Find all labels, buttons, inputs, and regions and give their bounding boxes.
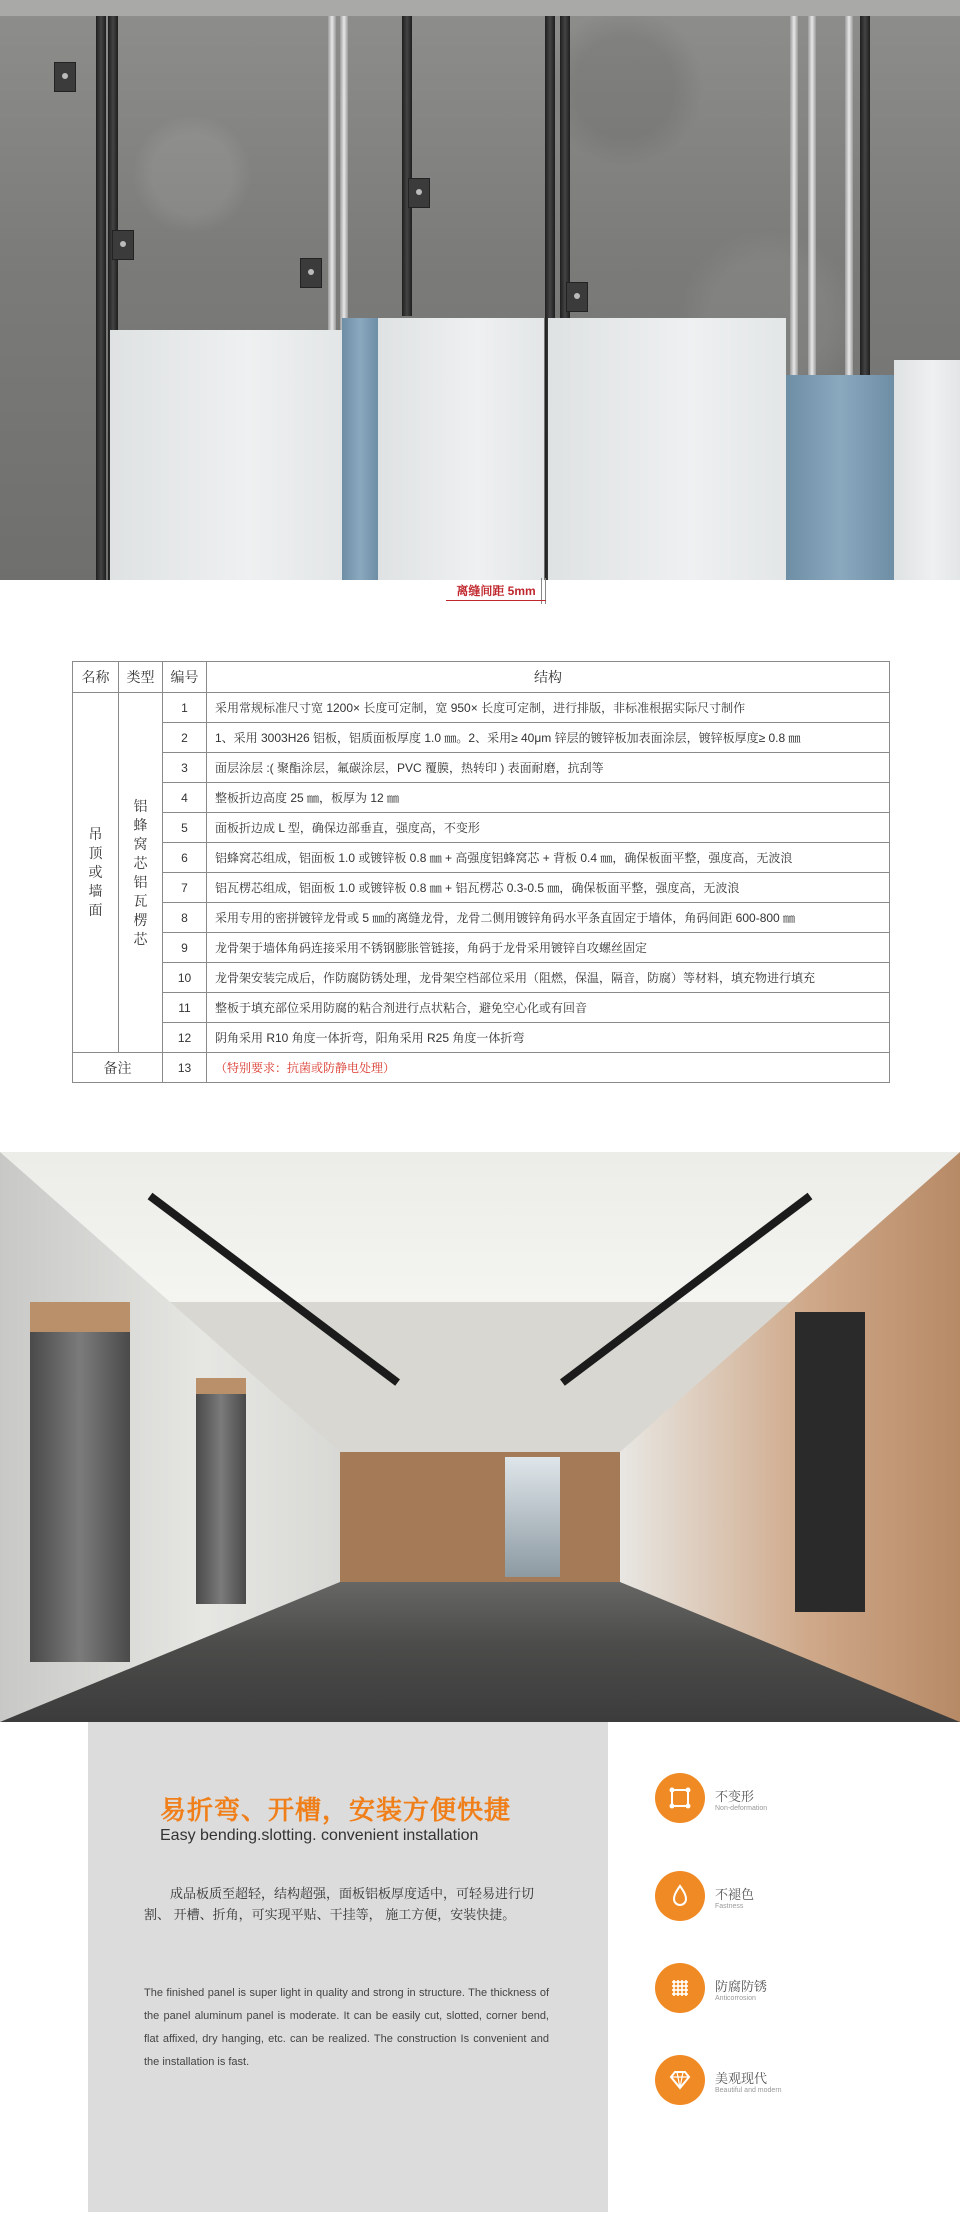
table-header-row — [73, 662, 890, 693]
lobby-photo — [0, 1152, 960, 1722]
feature-beautiful-modern — [655, 2055, 855, 2111]
floor-directory — [795, 1312, 865, 1612]
black-rail — [402, 16, 412, 316]
square-frame-icon — [655, 1773, 705, 1823]
mount-bracket — [112, 230, 134, 260]
wall-panel — [894, 360, 960, 580]
row-number: 3 — [163, 753, 207, 783]
mount-bracket — [566, 282, 588, 312]
remark-row — [73, 1053, 890, 1083]
row-number: 11 — [163, 993, 207, 1023]
row-number: 1 — [163, 693, 207, 723]
row-number: 2 — [163, 723, 207, 753]
row-number: 13 — [163, 1053, 207, 1083]
feature-label-en: Beautiful and modern — [715, 2087, 782, 2094]
ceiling-band — [0, 0, 960, 16]
window — [505, 1457, 560, 1577]
header-type: 类型 — [119, 662, 163, 693]
row-number: 6 — [163, 843, 207, 873]
feature-label-cn: 不褪色 — [715, 1887, 755, 1902]
mount-bracket — [54, 62, 76, 92]
structure-table — [72, 661, 890, 1083]
feature-non-deformation — [655, 1773, 855, 1829]
wall-panel — [110, 330, 342, 580]
row-description: 铝蜂窝芯组成，铝面板 1.0 或镀锌板 0.8 ㎜ + 高强度铝蜂窝芯 + 背板 0.4 ㎜，确保板面平整，强度高，无波浪 — [207, 843, 890, 873]
gap-label: 离缝间距 5mm — [446, 582, 546, 601]
elevator-header — [30, 1302, 130, 1332]
table-row — [73, 723, 890, 753]
mount-bracket — [408, 178, 430, 208]
table-row — [73, 933, 890, 963]
row-description: 采用专用的密拼镀锌龙骨或 5 ㎜的离缝龙骨，龙骨二侧用镀锌角码水平条直固定于墙体，角码间距 600-800 ㎜ — [207, 903, 890, 933]
row-number: 5 — [163, 813, 207, 843]
steel-rail — [790, 16, 798, 416]
row-description: 整板折边高度 25 ㎜，板厚为 12 ㎜ — [207, 783, 890, 813]
row-description: 阴角采用 R10 角度一体折弯，阳角采用 R25 角度一体折弯 — [207, 1023, 890, 1053]
name-cell: 吊顶或墙面 — [73, 693, 119, 1053]
table-row — [73, 963, 890, 993]
feature-label-en: Non-deformation — [715, 1805, 768, 1812]
row-number: 8 — [163, 903, 207, 933]
panel-corner-edge — [786, 375, 894, 580]
row-description: 采用常规标准尺寸宽 1200× 长度可定制，宽 950× 长度可定制，进行排版，非标准根据实际尺寸制作 — [207, 693, 890, 723]
feature-fastness — [655, 1871, 855, 1927]
feature-label-cn: 防腐防锈 — [715, 1979, 768, 1994]
table-row — [73, 843, 890, 873]
feature-label-cn: 美观现代 — [715, 2071, 768, 2086]
steel-rail — [328, 16, 336, 376]
elevator-header — [196, 1378, 246, 1394]
header-structure: 结构 — [207, 662, 890, 693]
feature-subtitle: Easy bending.slotting. convenient installation — [160, 1827, 479, 1844]
row-description: 龙骨架于墙体角码连接采用不锈钢膨胀管链接，角码于龙骨采用镀锌自攻螺丝固定 — [207, 933, 890, 963]
row-description: 面层涂层 :( 聚酯涂层，氟碳涂层，PVC 覆膜，热转印 ) 表面耐磨，抗刮等 — [207, 753, 890, 783]
feature-title: 易折弯、开槽，安装方便快捷 — [160, 1795, 512, 1825]
far-wall — [340, 1452, 620, 1582]
row-number: 7 — [163, 873, 207, 903]
table-row — [73, 873, 890, 903]
droplet-icon — [655, 1871, 705, 1921]
table-row — [73, 753, 890, 783]
installation-photo — [0, 0, 960, 580]
row-number: 12 — [163, 1023, 207, 1053]
table-row — [73, 783, 890, 813]
feature-label-cn: 不变形 — [715, 1789, 755, 1804]
table-row — [73, 813, 890, 843]
row-description: 面板折边成 L 型，确保边部垂直，强度高，不变形 — [207, 813, 890, 843]
remark-label: 备注 — [73, 1053, 163, 1083]
table-row — [73, 693, 890, 723]
row-description: 整板于填充部位采用防腐的粘合剂进行点状粘合，避免空心化或有回音 — [207, 993, 890, 1023]
grid-icon — [655, 1963, 705, 2013]
row-description: 铝瓦楞芯组成，铝面板 1.0 或镀锌板 0.8 ㎜ + 铝瓦楞芯 0.3-0.5 ㎜，确保板面平整，强度高，无波浪 — [207, 873, 890, 903]
feature-anticorrosion — [655, 1963, 855, 2019]
feature-label-en: Fastness — [715, 1903, 744, 1910]
black-rail — [860, 16, 870, 396]
elevator-door — [196, 1394, 246, 1604]
feature-body-en: The finished panel is super light in quality and strong in structure. The thickness of the panel aluminum panel is moderate. It can be easily cut, slotted, corner bend, flat affixed, dry hanging, etc. can be realized. The construction Is convenient and the installation is fast. — [144, 1987, 549, 2068]
table-row — [73, 903, 890, 933]
steel-rail — [845, 16, 853, 436]
black-rail — [96, 16, 106, 580]
header-name: 名称 — [73, 662, 119, 693]
elevator-door — [30, 1332, 130, 1662]
header-number: 编号 — [163, 662, 207, 693]
row-description: 龙骨架安装完成后，作防腐防锈处理，龙骨架空档部位采用（阻燃，保温，隔音，防腐）等材料，填充物进行填充 — [207, 963, 890, 993]
steel-rail — [808, 16, 816, 416]
row-number: 4 — [163, 783, 207, 813]
diamond-icon — [655, 2055, 705, 2105]
mount-bracket — [300, 258, 322, 288]
table-row — [73, 1023, 890, 1053]
row-description: 1、采用 3003H26 铝板，铝质面板厚度 1.0 ㎜。2、采用≥ 40μm 锌层的镀锌板加表面涂层，镀锌板厚度≥ 0.8 ㎜ — [207, 723, 890, 753]
wall-panel — [548, 318, 786, 580]
feature-body-cn: 成品板质至超轻，结构超强，面板铝板厚度适中，可轻易进行切割、 开槽、折角，可实现平贴、干挂等， 施工方便，安装快捷。 — [144, 1886, 535, 1922]
table-row — [73, 993, 890, 1023]
special-requirement: （特别要求：抗菌或防静电处理） — [207, 1053, 890, 1083]
feature-label-en: Anticorrosion — [715, 1995, 756, 2002]
wall-panel — [378, 318, 544, 580]
row-number: 10 — [163, 963, 207, 993]
type-cell: 铝蜂窝芯铝瓦楞芯 — [119, 693, 163, 1053]
panel-corner-edge — [342, 318, 378, 580]
row-number: 9 — [163, 933, 207, 963]
